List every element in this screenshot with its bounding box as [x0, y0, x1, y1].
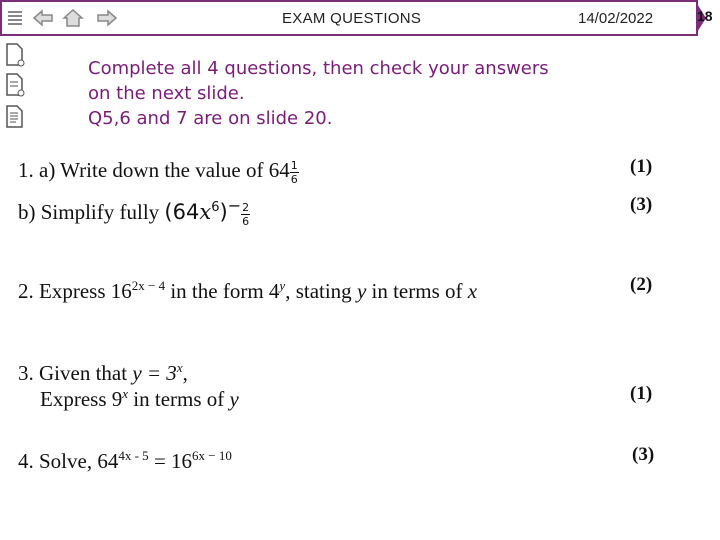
forward-icon[interactable] — [96, 8, 118, 28]
question-3-line-1: 3. Given that $y = 3^x$, — [18, 360, 188, 385]
instructions-line-1: Complete all 4 questions, then check your answers — [88, 58, 549, 79]
question-3-marks: (1) — [630, 383, 653, 404]
expression: $(64x^6)$ — [164, 200, 228, 224]
exponent-denominator: 6 — [290, 173, 298, 186]
exponent-numerator: 1 — [290, 159, 298, 172]
question-1b-marks: (3) — [630, 194, 653, 215]
home-icon[interactable] — [62, 8, 84, 28]
question-2-marks: (2) — [630, 274, 653, 295]
question-4-marks: (3) — [632, 444, 655, 465]
back-icon[interactable] — [32, 8, 54, 28]
instructions-line-3: Q5,6 and 7 are on slide 20. — [88, 108, 333, 129]
edit-page-icon[interactable] — [4, 72, 26, 98]
menu-icon[interactable] — [4, 8, 26, 28]
question-1a-marks: (1) — [630, 156, 653, 177]
exponent-fraction — [290, 160, 299, 185]
question-2: 2. Express $16^{2x - 4}$ in the form 4$^y$, stating y in terms of x — [18, 278, 478, 303]
question-1b — [18, 196, 250, 227]
exponent-fraction: $\frac{2}{6}$ — [242, 201, 250, 228]
slide-number: 18 — [697, 8, 713, 24]
instructions — [88, 56, 608, 131]
page-icon[interactable] — [4, 42, 26, 68]
page-title: EXAM QUESTIONS — [282, 10, 422, 27]
instructions-line-2: on the next slide. — [88, 83, 245, 104]
exponent-sign: − — [227, 196, 242, 215]
question-1b-text: b) Simplify fully — [18, 200, 160, 224]
question-1a — [18, 158, 299, 185]
date-label: 14/02/2022 — [578, 10, 654, 27]
question-1a-text: 1. a) Write down the value of 64 — [18, 158, 290, 182]
notes-page-icon[interactable] — [4, 104, 26, 130]
question-3-line-2: Express 9$^x$ in terms of y — [40, 386, 239, 411]
question-4: 4. Solve, $64^{4x - 5} = 16^{6x - 10}$ — [18, 448, 232, 473]
